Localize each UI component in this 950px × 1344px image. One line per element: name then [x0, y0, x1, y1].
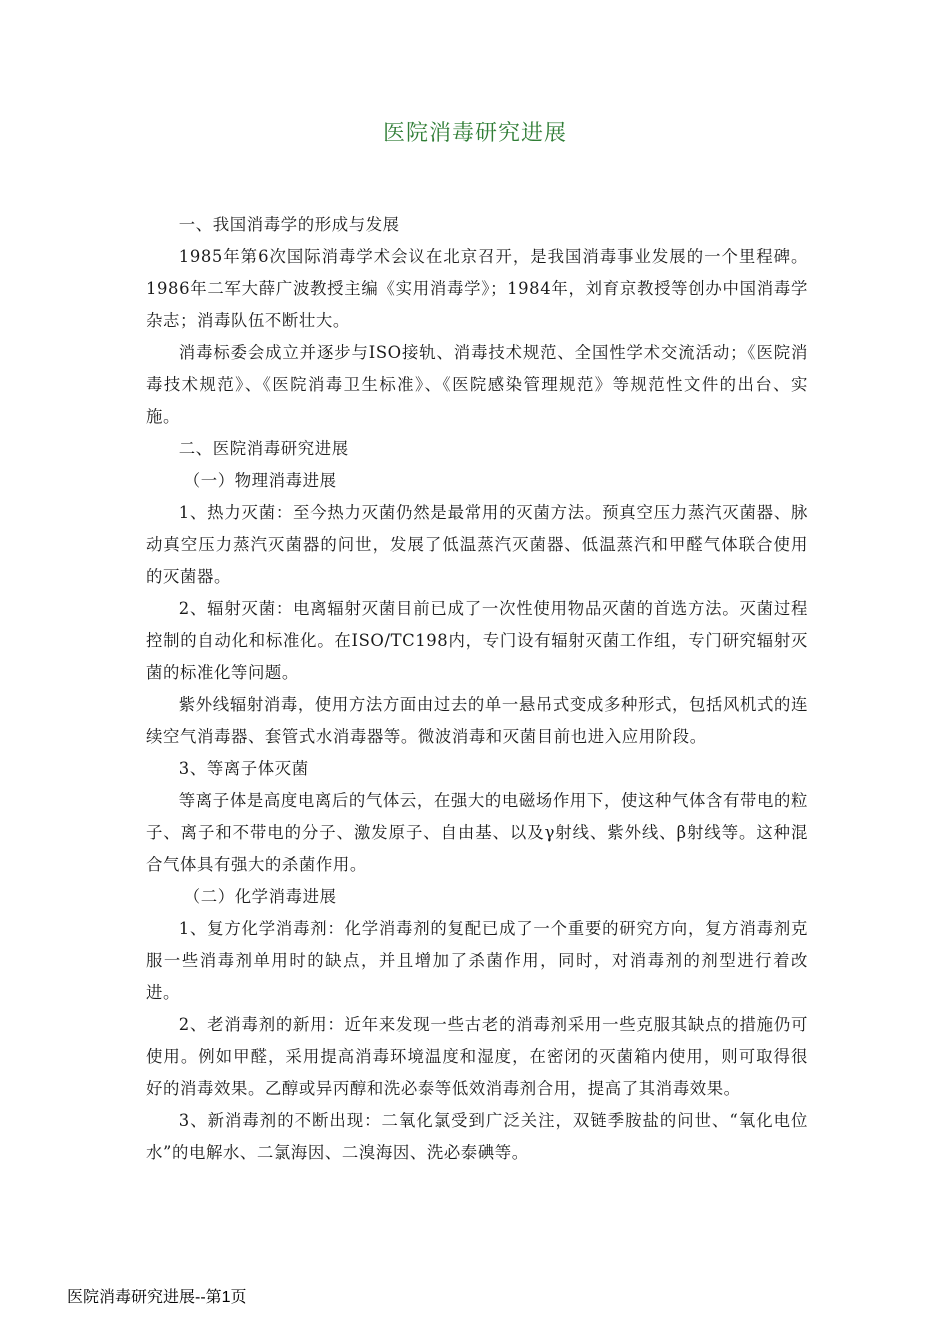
subsection-heading: （一）物理消毒进展	[183, 471, 337, 490]
paragraph: 紫外线辐射消毒，使用方法方面由过去的单一悬吊式变成多种形式，包括风机式的连续空气消毒器、套管式水消毒器等。微波消毒和灭菌目前也进入应用阶段。	[146, 695, 808, 746]
document-body	[146, 209, 808, 1169]
document-title: 医院消毒研究进展	[382, 121, 567, 146]
paragraph: 3、新消毒剂的不断出现：二氧化氯受到广泛关注，双链季胺盐的问世、“氧化电位水”的电解水、二氯海因、二溴海因、洗必泰碘等。	[146, 1111, 808, 1162]
paragraph: 1、热力灭菌：至今热力灭菌仍然是最常用的灭菌方法。预真空压力蒸汽灭菌器、脉动真空压力蒸汽灭菌器的问世，发展了低温蒸汽灭菌器、低温蒸汽和甲醛气体联合使用的灭菌器。	[146, 503, 808, 586]
item-heading: 3、等离子体灭菌	[178, 759, 309, 778]
page-footer: 医院消毒研究进展--第1页	[67, 1289, 247, 1306]
paragraph: 2、辐射灭菌：电离辐射灭菌目前已成了一次性使用物品灭菌的首选方法。灭菌过程控制的自动化和标准化。在ISO/TC198内，专门设有辐射灭菌工作组，专门研究辐射灭菌的标准化等问题。	[146, 599, 808, 682]
paragraph: 1985年第6次国际消毒学术会议在北京召开，是我国消毒事业发展的一个里程碑。1986年二军大薛广波教授主编《实用消毒学》；1984年，刘育京教授等创办中国消毒学杂志；消毒队伍不断壮大。	[146, 247, 808, 330]
subsection-heading: （二）化学消毒进展	[183, 887, 337, 906]
paragraph: 1、复方化学消毒剂：化学消毒剂的复配已成了一个重要的研究方向，复方消毒剂克服一些消毒剂单用时的缺点，并且增加了杀菌作用，同时，对消毒剂的剂型进行着改进。	[146, 919, 808, 1002]
paragraph: 消毒标委会成立并逐步与ISO接轨、消毒技术规范、全国性学术交流活动；《医院消毒技术规范》、《医院消毒卫生标准》、《医院感染管理规范》等规范性文件的出台、实施。	[146, 343, 808, 426]
paragraph: 等离子体是高度电离后的气体云，在强大的电磁场作用下，使这种气体含有带电的粒子、离子和不带电的分子、激发原子、自由基、以及γ射线、紫外线、β射线等。这种混合气体具有强大的杀菌作用。	[146, 791, 808, 874]
paragraph: 2、老消毒剂的新用：近年来发现一些古老的消毒剂采用一些克服其缺点的措施仍可使用。例如甲醛，采用提高消毒环境温度和湿度，在密闭的灭菌箱内使用，则可取得很好的消毒效果。乙醇或异丙醇和洗必泰等低效消毒剂合用，提高了其消毒效果。	[146, 1015, 808, 1098]
section-heading: 二、医院消毒研究进展	[178, 439, 349, 458]
section-heading: 一、我国消毒学的形成与发展	[178, 215, 400, 234]
